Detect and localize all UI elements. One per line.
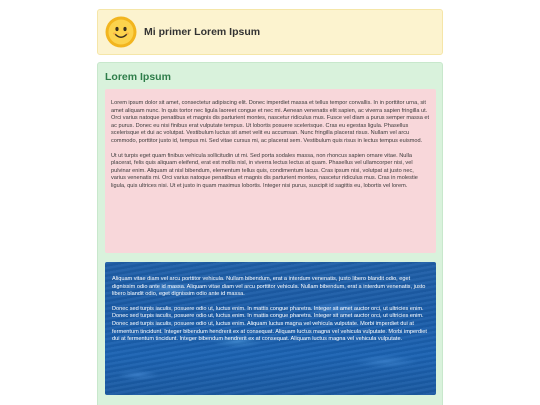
- paragraph: Aliquam vitae diam vel arcu porttitor vehicula. Nullam bibendum, erat a interdum venenatis, justo libero blandit odio, eget dignissim odio ante id massa. Aliquam vitae diam vel arcu porttitor vehicula. Nullam bibendum, erat a interdum venenatis, justo libero blandit odio, eget dignissim odio ante id massa.: [112, 276, 426, 298]
- paragraph: Ut ut turpis eget quam finibus vehicula sollicitudin ut mi. Sed porta sodales massa, non rhoncus sapien ornare vitae. Nulla placerat, felis quis aliquam eleifend, erat est mollis nisl, in viverra lectus lectus at quam. Phasellus vel ullamcorper nisi, vel pulvinar enim. Aliquam at nisl bibendum, elementum tellus quis, condimentum lacus. Cras ipsum nisi, volutpat at justo nec, varius venenatis mi. Orci varius natoque penatibus et magnis dis parturient montes, nascetur ridiculus mus. Cras in molestie ligula, quis ultrices nisi. Ut et justo in quam maximus lobortis. Integer nisi purus, suscipit id sagittis eu, lobortis vel lorem.: [111, 152, 418, 189]
- smiley-face-icon: [105, 16, 137, 48]
- site-header: [97, 9, 443, 55]
- site-title: Mi primer Lorem Ipsum: [144, 26, 261, 38]
- main-section: [97, 62, 443, 405]
- section-title: Lorem Ipsum: [105, 71, 171, 83]
- pink-text-box: [105, 89, 436, 253]
- water-background-text-box: [105, 262, 436, 395]
- paragraph: Donec sed turpis iaculis, posuere odio ut, luctus enim. In mattis congue pharetra. Integer sit amet auctor orci, ut ultricies enim. Donec sed turpis iaculis, posuere odio ut, luctus enim. In mattis congue pharetra. Integer sit amet auctor orci, ut ultricies enim. Donec sed turpis iaculis, posuere odio ut, luctus enim. Aliquam luctus magna vel vehicula vulputate. Morbi imperdiet dui at fermentum tincidunt. Integer bibendum hendrerit ex at consequat. Aliquam luctus magna vel vehicula vulputate. Morbi imperdiet dui at fermentum tincidunt. Integer bibendum hendrerit ex at consequat. Aliquam luctus magna vel vehicula vulputate.: [112, 305, 427, 343]
- paragraph: Lorem ipsum dolor sit amet, consectetur adipiscing elit. Donec imperdiet massa et tellus tempor convallis. In in porttitor urna, sit amet aliquam nunc. In quis tortor nec ligula laoreet congue et nec mi. Aenean venenatis elit sapien, ac viverra sapien fringilla ut. Orci varius natoque penatibus et magnis dis parturient montes, nascetur ridiculus mus. Fusce vel diam a purus semper massa et ac purus. Donec eu nisi finibus erat vulputate tempus. Ut lobortis posuere scelerisque. Cras eu egestas ligula. Phasellus scelerisque et dui ac volutpat. Vestibulum luctus sit amet velit eu accumsan. Nunc fringilla placerat risus. Nullam vel arcu commodo, porttitor justo id, tempus mi. Sed vitae cursus mi, ac placerat sem. Vestibulum quis risus in lectus tempus euismod.: [111, 100, 430, 144]
